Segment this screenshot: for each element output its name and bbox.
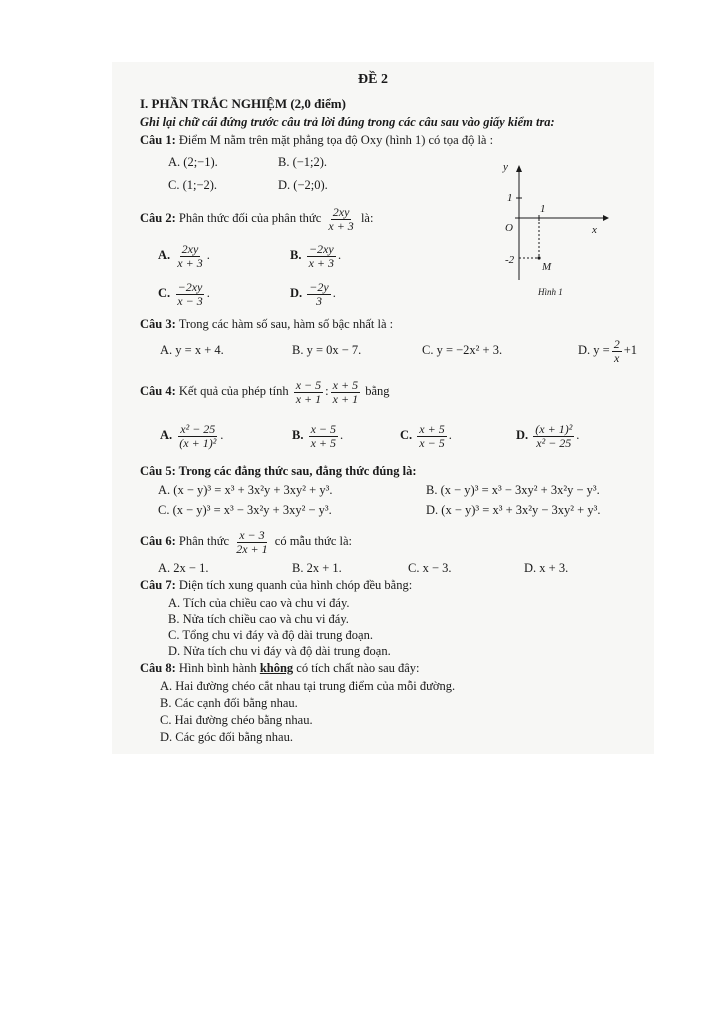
question-label: Câu 7: <box>140 578 176 592</box>
denominator: x − 5 <box>419 435 445 450</box>
q3-option-d <box>578 335 637 365</box>
numerator: 2xy <box>332 204 350 219</box>
fraction <box>175 243 204 270</box>
fraction <box>309 423 338 450</box>
option-letter: C. <box>400 428 413 442</box>
denominator: x² − 25 <box>536 435 572 450</box>
question-tail: bằng <box>365 384 390 398</box>
x-axis-arrow <box>603 215 609 221</box>
question-text: Phân thức đối của phân thức <box>178 211 322 225</box>
question-6 <box>140 524 352 558</box>
fraction <box>533 423 574 450</box>
denominator: x + 1 <box>332 391 359 406</box>
fraction <box>294 379 323 406</box>
numerator: (x + 1)² <box>535 421 573 436</box>
fraction <box>417 423 446 450</box>
numerator: x + 5 <box>419 421 445 436</box>
question-text: Trong các hàm số sau, hàm số bậc nhất là : <box>178 317 394 331</box>
question-text: Câu 5: Trong các đẳng thức sau, đẳng thức đúng là: <box>140 464 417 478</box>
instruction-text: Ghi lại chữ cái đứng trước câu trả lời đúng trong các câu sau vào giấy kiểm tra: <box>140 115 555 129</box>
denominator: x − 3 <box>177 293 203 308</box>
denominator: 3 <box>316 293 322 308</box>
question-text: Điểm M nằm trên mặt phẳng tọa độ Oxy (hình 1) có tọa độ là : <box>178 133 494 147</box>
denominator: x + 5 <box>310 435 337 450</box>
y-one-label: 1 <box>507 192 513 204</box>
option-text: D. y = <box>578 343 610 357</box>
option-letter: D. <box>516 428 529 442</box>
numerator: x − 3 <box>239 527 265 542</box>
q3-option-a: A. y = x + 4. <box>160 343 224 357</box>
question-text: Kết quả của phép tính <box>178 384 289 398</box>
q3-option-c: C. y = −2x² + 3. <box>422 343 503 357</box>
option-letter: A. <box>160 428 173 442</box>
q1-option-a: A. (2;−1). <box>168 155 218 169</box>
figure-caption: Hình 1 <box>538 287 563 297</box>
q7-option-b: B. Nửa tích chiều cao và chu vi đáy. <box>168 612 349 626</box>
fraction <box>175 281 204 308</box>
q7-option-d: D. Nửa tích chu vi đáy và độ dài trung đoạn. <box>168 644 391 658</box>
y-minus-two-label: -2 <box>505 254 515 266</box>
denominator: x + 3 <box>308 255 335 270</box>
option-letter: B. <box>290 248 302 262</box>
page-title: ĐỀ 2 <box>358 72 388 87</box>
fraction <box>307 243 336 270</box>
question-label: Câu 3: <box>140 317 176 331</box>
q5-option-d: D. (x − y)³ = x³ + 3x²y − 3xy² + y³. <box>426 503 601 517</box>
q1-option-d: D. (−2;0). <box>278 178 328 192</box>
numerator: x − 5 <box>310 421 337 436</box>
q8-option-c: C. Hai đường chéo bằng nhau. <box>160 713 313 727</box>
q1-option-b: B. (−1;2). <box>278 155 328 169</box>
q6-option-b: B. 2x + 1. <box>292 561 342 575</box>
fraction <box>234 529 269 556</box>
q8-option-b: B. Các cạnh đối bằng nhau. <box>160 696 298 710</box>
q4-option-d: D. $\frac{\text{(x + 1)²}}{\text{x² − 25}}$ . <box>516 421 580 450</box>
q6-option-d: D. x + 3. <box>524 561 569 575</box>
y-axis-arrow <box>516 165 522 172</box>
q5-option-a: A. (x − y)³ = x³ + 3x²y + 3xy² + y³. <box>158 483 333 497</box>
denominator: x + 3 <box>328 218 354 233</box>
q7-option-c: C. Tổng chu vi đáy và độ dài trung đoạn. <box>168 628 373 642</box>
fraction <box>612 338 622 365</box>
denominator: (x + 1)² <box>179 435 217 450</box>
question-7 <box>140 578 412 593</box>
q4-option-a: A. $\frac{\text{x² − 25}}{\text{(x + 1)²}}$ . <box>160 421 224 450</box>
section-heading: I. PHẦN TRẮC NGHIỆM (2,0 điểm) <box>140 96 346 111</box>
denominator: x + 1 <box>295 391 322 406</box>
fraction <box>326 206 355 233</box>
question-4: Câu 4: Kết quả của phép tính $\frac{x - 5}{x + 1}$ : $\frac{x + 5}{x + 1}$ bằng <box>140 377 390 406</box>
q1-option-c: C. (1;−2). <box>168 178 218 192</box>
option-letter: A. <box>158 248 171 262</box>
q5-option-b: B. (x − y)³ = x³ − 3xy² + 3x²y − y³. <box>426 483 600 497</box>
fraction <box>331 379 360 406</box>
q2-option-c: C. $\frac{-2xy}{x - 3}$ . <box>158 279 210 308</box>
denominator: x <box>614 350 620 365</box>
point-m <box>537 256 540 259</box>
numerator: 2 <box>613 336 620 351</box>
q4-option-c: C. $\frac{x + 5}{x - 5}$ . <box>400 421 452 450</box>
emphasis-word: không <box>259 661 294 675</box>
point-m-label: M <box>542 261 552 273</box>
y-axis-label: y <box>503 161 508 173</box>
question-tail: là: <box>360 211 374 225</box>
x-one-label: 1 <box>540 203 546 215</box>
option-letter: D. <box>290 286 303 300</box>
q7-option-a: A. Tích của chiều cao và chu vi đáy. <box>168 596 350 610</box>
question-text-tail: có tích chất nào sau đây: <box>296 661 420 675</box>
question-label: Câu 4: <box>140 384 176 398</box>
question-label: Câu 2: <box>140 211 176 225</box>
q6-option-a: A. 2x − 1. <box>158 561 209 575</box>
origin-label: O <box>505 222 513 234</box>
q5-option-c: C. (x − y)³ = x³ − 3x²y + 3xy² − y³. <box>158 503 332 517</box>
q2-option-d: D. $\frac{-2y}{3}$ . <box>290 279 336 308</box>
option-tail: +1 <box>623 343 638 357</box>
numerator: −2y <box>309 279 329 294</box>
question-5 <box>140 464 417 479</box>
denominator: x + 3 <box>177 255 203 270</box>
x-axis-label: x <box>592 224 597 236</box>
question-text: Diện tích xung quanh của hình chóp đều bằng: <box>178 578 413 592</box>
denominator: 2x + 1 <box>236 541 268 556</box>
option-letter: B. <box>292 428 304 442</box>
question-label: Câu 1: <box>140 133 176 147</box>
question-label: Câu 6: <box>140 534 176 548</box>
numerator: −2xy <box>177 279 203 294</box>
q8-option-d: D. Các góc đối bằng nhau. <box>160 730 293 744</box>
q3-option-b: B. y = 0x − 7. <box>292 343 362 357</box>
question-2 <box>140 203 373 233</box>
q2-option-b: B. $\frac{-2xy}{x + 3}$ . <box>290 241 342 270</box>
numerator: 2xy <box>181 241 199 256</box>
question-1 <box>140 133 493 148</box>
fraction <box>307 281 330 308</box>
numerator: x − 5 <box>295 377 322 392</box>
q8-option-a: A. Hai đường chéo cắt nhau tại trung điểm của mỗi đường. <box>160 679 456 693</box>
q4-option-b: B. $\frac{x - 5}{x + 5}$ . <box>292 421 344 450</box>
numerator: x² − 25 <box>180 421 216 436</box>
numerator: −2xy <box>308 241 334 256</box>
question-text: Phân thức <box>178 534 230 548</box>
question-tail: có mẫu thức là: <box>274 534 352 548</box>
fraction <box>177 423 218 450</box>
q6-option-c: C. x − 3. <box>408 561 452 575</box>
question-text: Hình bình hành <box>178 661 257 675</box>
numerator: x + 5 <box>332 377 359 392</box>
q2-option-a: A. $\frac{2xy}{x + 3}$ . <box>158 241 210 270</box>
option-letter: C. <box>158 286 171 300</box>
question-3 <box>140 317 393 332</box>
question-8 <box>140 661 420 676</box>
question-label: Câu 8: <box>140 661 176 675</box>
